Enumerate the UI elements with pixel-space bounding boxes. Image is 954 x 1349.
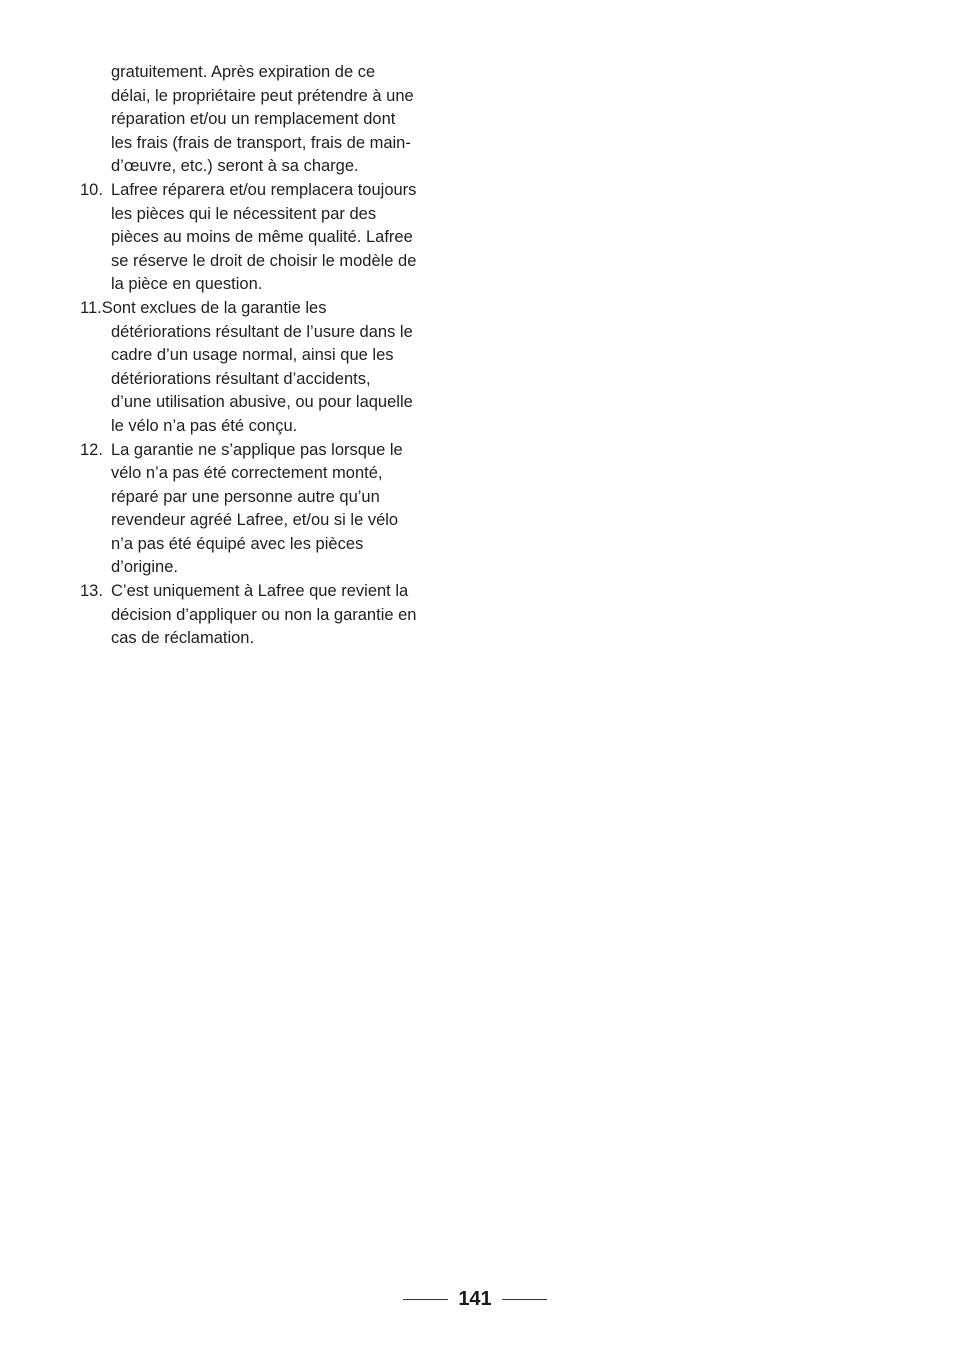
text-line: pièces au moins de même qualité. Lafree [111,228,413,247]
text-line: gratuitement. Après expiration de ce [111,63,376,81]
text-line: n’a pas été équipé avec les pièces [111,534,364,553]
continuation-paragraph [80,61,460,179]
list-item-12 [80,439,460,581]
footer-rule-right [502,1299,547,1300]
text-line: vélo n’a pas été correctement monté, [111,464,383,483]
page-footer [400,1286,550,1312]
text-line: d’origine. [111,558,178,577]
text-line: cas de réclamation. [111,629,255,648]
text-line: délai, le propriétaire peut prétendre à une [111,86,414,105]
list-item-11 [80,297,460,439]
page-number: 141 [458,1288,492,1310]
text-line: réparation et/ou un remplacement dont [111,110,396,129]
text-line: revendeur agréé Lafree, et/ou si le vélo [111,511,399,530]
text-line: cadre d’un usage normal, ainsi que les [111,346,394,365]
text-line: La garantie ne s’applique pas lorsque le [111,440,403,459]
text-line: la pièce en question. [111,275,263,294]
text-line: détériorations résultant de l’usure dans le [111,322,413,341]
text-line: le vélo n’a pas été conçu. [111,416,298,435]
list-item-10 [80,179,460,297]
text-line: Sont exclues de la garantie les [101,298,327,317]
item-number: 10. [80,180,103,199]
text-line: détériorations résultant d’accidents, [111,369,371,388]
footer-rule-left [403,1299,448,1300]
text-line: les pièces qui le nécessitent par des [111,204,377,223]
item-number: 12. [80,440,103,459]
text-line: les frais (frais de transport, frais de main- [111,133,411,152]
text-line: Lafree réparera et/ou remplacera toujours [111,180,417,199]
text-line: d’œuvre, etc.) seront à sa charge. [111,157,359,176]
text-line: se réserve le droit de choisir le modèle de [111,251,417,270]
text-line: C’est uniquement à Lafree que revient la [111,582,409,601]
item-number: 11. [80,298,102,317]
item-number: 13. [80,582,103,601]
text-line: réparé par une personne autre qu’un [111,487,380,506]
text-line: décision d’appliquer ou non la garantie en [111,605,417,624]
warranty-text [80,61,460,651]
list-item-13 [80,580,460,651]
text-line: d’une utilisation abusive, ou pour laquelle [111,393,413,412]
